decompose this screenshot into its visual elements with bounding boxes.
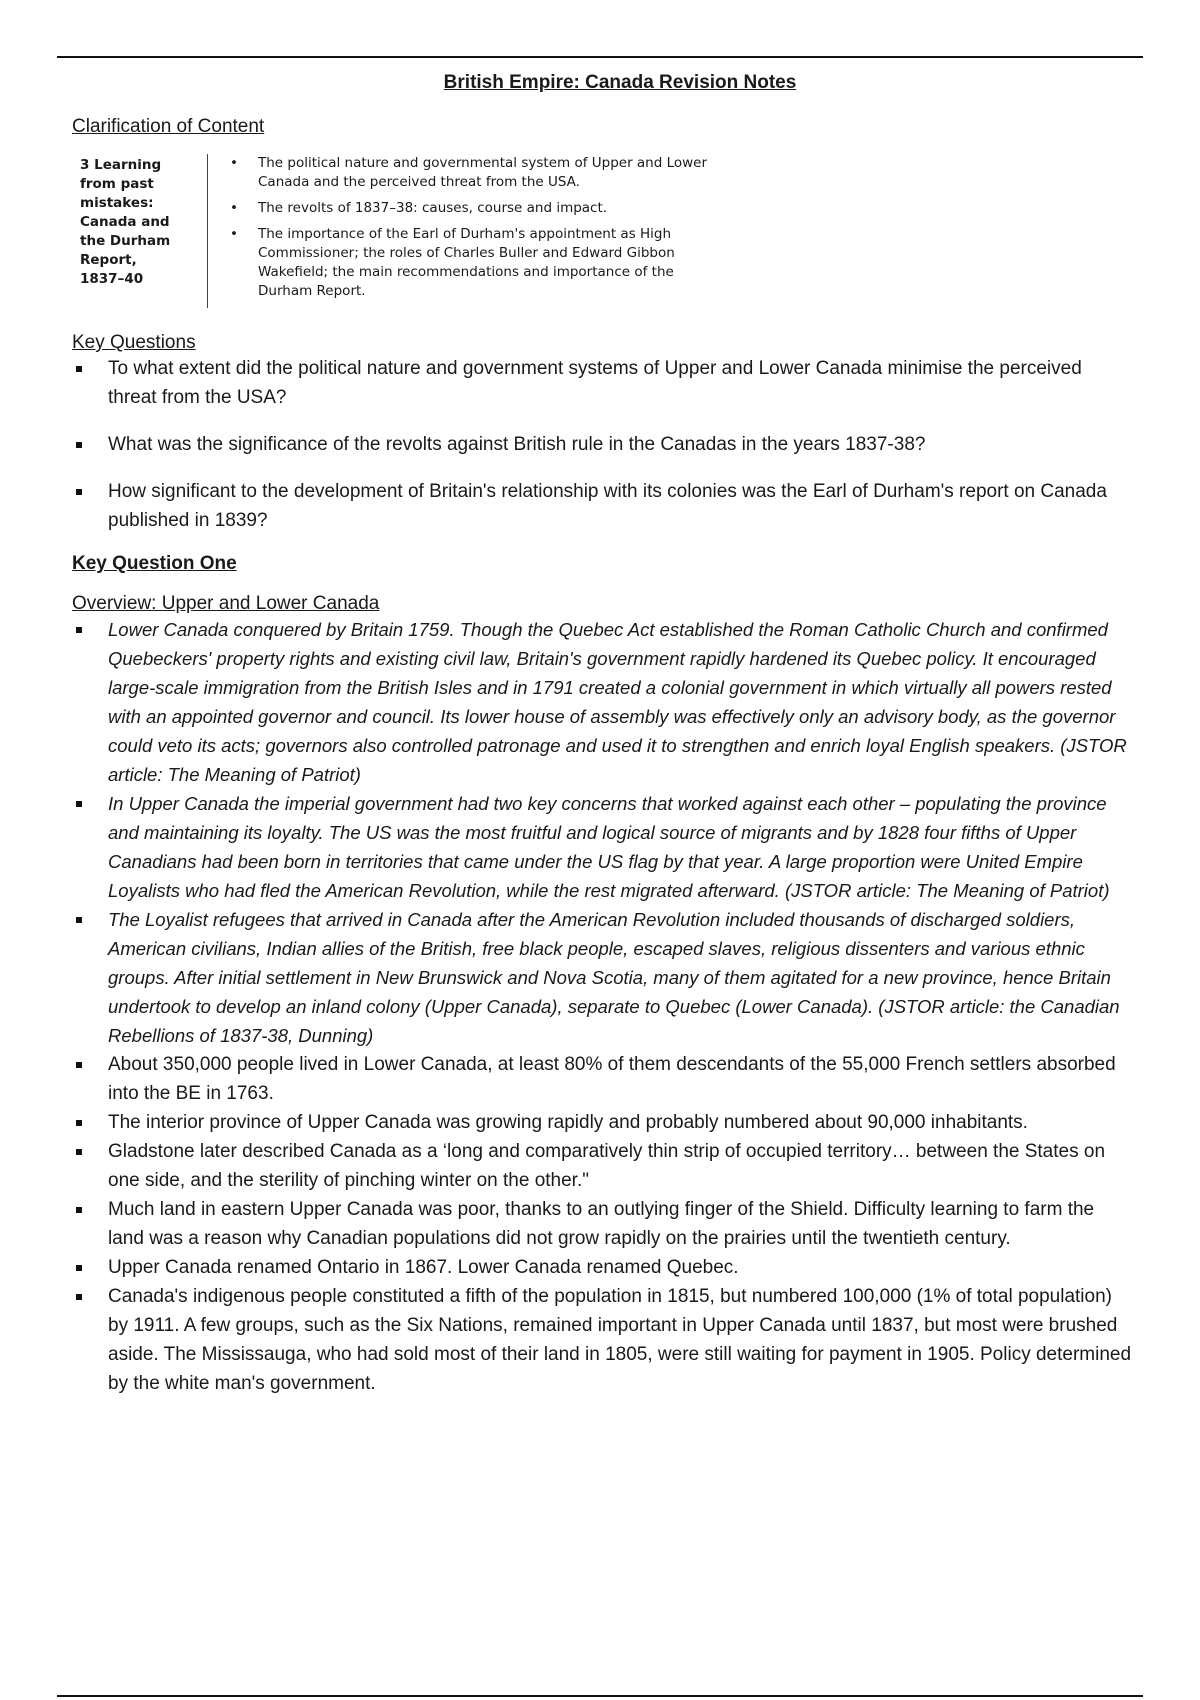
key-questions-heading: Key Questions <box>72 332 196 353</box>
specification-box <box>72 154 1132 308</box>
square-bullet-icon <box>72 1195 108 1253</box>
list-item <box>72 1195 1132 1253</box>
list-item <box>72 1108 1132 1137</box>
key-question-one-heading: Key Question One <box>72 553 237 574</box>
list-item <box>72 477 1132 535</box>
square-bullet-icon <box>72 1253 108 1282</box>
square-bullet-icon <box>72 430 108 459</box>
label-line: 3 Learning <box>80 157 162 173</box>
list-item <box>72 615 1132 789</box>
specification-item <box>230 199 710 218</box>
label-line: mistakes: <box>80 195 154 211</box>
square-bullet-icon <box>72 789 108 905</box>
bullet-dot-icon: • <box>230 155 238 171</box>
list-item-text: Canada's indigenous people constituted a fifth of the population in 1815, but numbered 100,000 (1% of total population) by 1911. A few groups, such as the Six Nations, remained important in Upper Canada until 1837, but most were brushed aside. The Mississauga, who had sold most of their land in 1805, were still waiting for payment in 1905. Policy determined by the white man's government. <box>108 1286 1132 1394</box>
list-item-text: Lower Canada conquered by Britain 1759. Though the Quebec Act established the Roman Catholic Church and confirmed Quebeckers' property rights and existing civil law, Britain's government rapidly hardened its Quebec policy. It encouraged large-scale immigration from the British Isles and in 1791 created a colonial government in which virtually all powers rested with an appointed governor and council. Its lower house of assembly was effectively only an advisory body, as the governor could veto its acts; governors also controlled patronage and used it to strengthen and enrich loyal English speakers. (JSTOR article: The Meaning of Patriot) <box>108 619 1127 785</box>
list-item-text: About 350,000 people lived in Lower Canada, at least 80% of them descendants of the 55,000 French settlers absorbed into the BE in 1763. <box>108 1054 1116 1104</box>
specification-item <box>230 225 710 301</box>
square-bullet-icon <box>72 1282 108 1398</box>
overview-heading: Overview: Upper and Lower Canada <box>72 593 380 614</box>
list-item-text: How significant to the development of Britain's relationship with its colonies was the Earl of Durham's report on Canada published in 1839? <box>108 481 1107 531</box>
list-item <box>72 1137 1132 1195</box>
list-item-text: To what extent did the political nature and government systems of Upper and Lower Canada minimise the perceived threat from the USA? <box>108 358 1082 408</box>
square-bullet-icon <box>72 615 108 789</box>
label-line: Canada and <box>80 214 170 230</box>
list-item <box>72 1282 1132 1398</box>
specification-content <box>208 154 710 308</box>
label-line: the Durham <box>80 233 171 249</box>
list-item <box>72 354 1132 412</box>
list-item <box>72 905 1132 1050</box>
square-bullet-icon <box>72 1108 108 1137</box>
square-bullet-icon <box>72 1050 108 1108</box>
document-title: British Empire: Canada Revision Notes <box>443 72 797 93</box>
list-item-text: The Loyalist refugees that arrived in Canada after the American Revolution included thousands of discharged soldiers, American civilians, Indian allies of the British, free black people, escaped slaves, religious dissenters and various ethnic groups. After initial settlement in New Brunswick and Nova Scotia, many of them agitated for a new province, hence Britain undertook to develop an inland colony (Upper Canada), separate to Quebec (Lower Canada). (JSTOR article: the Canadian Rebellions of 1837-38, Dunning) <box>108 909 1120 1046</box>
specification-item-text: The revolts of 1837–38: causes, course and impact. <box>258 200 608 216</box>
specification-item-text: The importance of the Earl of Durham's appointment as High Commissioner; the roles of Charles Buller and Edward Gibbon Wakefield; the main recommendations and importance of the Durham Report. <box>258 226 675 299</box>
list-item-text: In Upper Canada the imperial government had two key concerns that worked against each other – populating the province and maintaining its loyalty. The US was the most fruitful and logical source of migrants and by 1828 four fifths of Upper Canadians had been born in territories that came under the US flag by that year. A large proportion were United Empire Loyalists who had fled the American Revolution, while the rest migrated afterward. (JSTOR article: The Meaning of Patriot) <box>108 793 1110 901</box>
list-item-text: Gladstone later described Canada as a ‘long and comparatively thin strip of occupied territory… between the States on one side, and the sterility of pinching winter on the other." <box>108 1141 1106 1191</box>
list-item-text: Much land in eastern Upper Canada was poor, thanks to an outlying finger of the Shield. Difficulty learning to farm the land was a reason why Canadian populations did not grow rapidly on the prairies until the twentieth century. <box>108 1199 1095 1249</box>
list-item <box>72 430 1132 459</box>
top-rule <box>57 56 1143 58</box>
overview-list <box>72 615 1132 1398</box>
bottom-rule <box>57 1695 1143 1697</box>
square-bullet-icon <box>72 477 108 535</box>
label-line: from past <box>80 176 154 192</box>
list-item-text: What was the significance of the revolts against British rule in the Canadas in the years 1837-38? <box>108 434 926 455</box>
bullet-dot-icon: • <box>230 200 238 216</box>
square-bullet-icon <box>72 905 108 1050</box>
specification-item <box>230 154 710 192</box>
label-line: Report, <box>80 252 137 268</box>
square-bullet-icon <box>72 1137 108 1195</box>
list-item <box>72 789 1132 905</box>
specification-label <box>72 154 208 308</box>
square-bullet-icon <box>72 354 108 412</box>
clarification-heading: Clarification of Content <box>72 116 265 137</box>
key-questions-list <box>72 354 1132 535</box>
list-item-text: Upper Canada renamed Ontario in 1867. Lower Canada renamed Quebec. <box>108 1257 739 1278</box>
list-item-text: The interior province of Upper Canada was growing rapidly and probably numbered about 90,000 inhabitants. <box>108 1112 1028 1133</box>
document-page <box>72 70 1132 1398</box>
list-item <box>72 1253 1132 1282</box>
bullet-dot-icon: • <box>230 226 238 242</box>
specification-item-text: The political nature and governmental system of Upper and Lower Canada and the perceived threat from the USA. <box>258 155 708 190</box>
list-item <box>72 1050 1132 1108</box>
label-line: 1837–40 <box>80 271 144 287</box>
